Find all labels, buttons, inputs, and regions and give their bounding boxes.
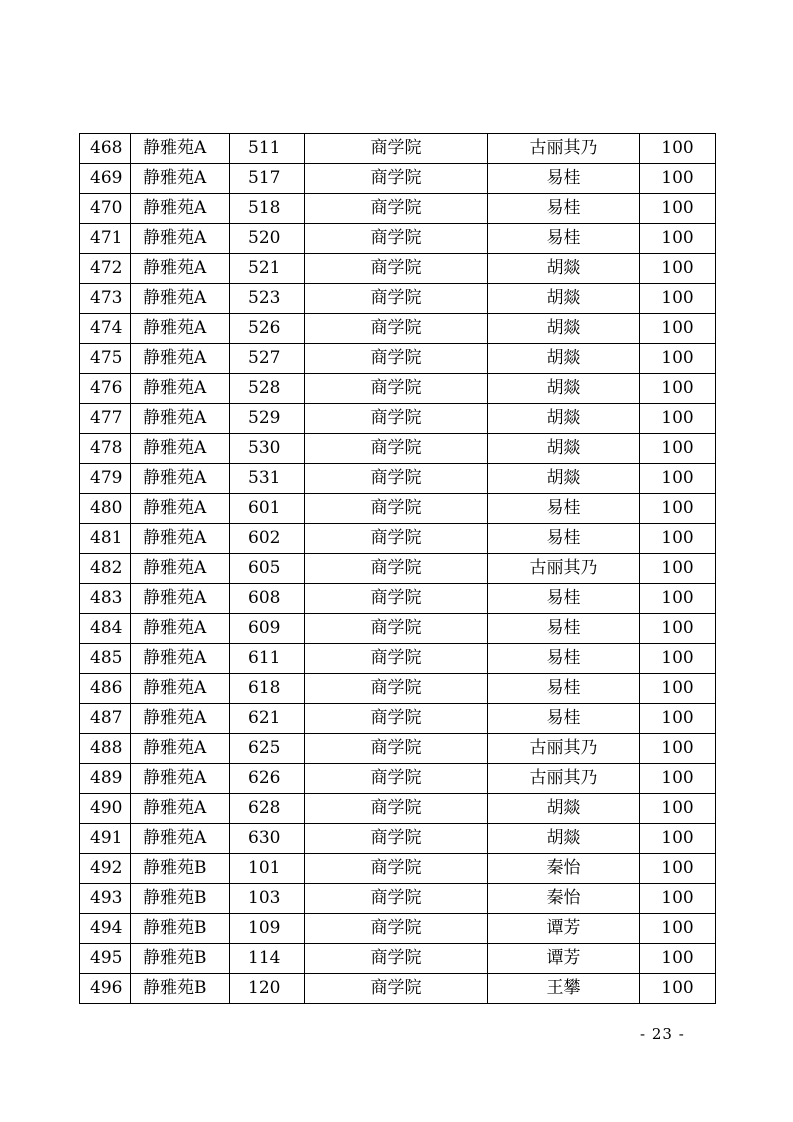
building-cell: 静雅苑A [131, 194, 230, 224]
building-cell: 静雅苑A [131, 554, 230, 584]
room-number-cell: 618 [230, 674, 305, 704]
row-number-cell: 487 [80, 704, 131, 734]
score-cell: 100 [640, 284, 716, 314]
college-cell: 商学院 [305, 194, 488, 224]
room-number-cell: 621 [230, 704, 305, 734]
score-cell: 100 [640, 254, 716, 284]
room-number-cell: 602 [230, 524, 305, 554]
room-number-cell: 521 [230, 254, 305, 284]
table-row [80, 134, 716, 164]
table-row [80, 584, 716, 614]
table-row [80, 494, 716, 524]
building-cell: 静雅苑A [131, 284, 230, 314]
building-cell: 静雅苑A [131, 674, 230, 704]
room-number-cell: 518 [230, 194, 305, 224]
counselor-cell: 胡燚 [488, 344, 640, 374]
building-cell: 静雅苑A [131, 794, 230, 824]
counselor-cell: 秦怡 [488, 854, 640, 884]
row-number-cell: 489 [80, 764, 131, 794]
table-body [80, 134, 716, 1004]
row-number-cell: 492 [80, 854, 131, 884]
building-cell: 静雅苑B [131, 854, 230, 884]
table-row [80, 914, 716, 944]
score-cell: 100 [640, 884, 716, 914]
counselor-cell: 易桂 [488, 164, 640, 194]
table-row [80, 284, 716, 314]
counselor-cell: 胡燚 [488, 404, 640, 434]
building-cell: 静雅苑A [131, 704, 230, 734]
score-cell: 100 [640, 734, 716, 764]
college-cell: 商学院 [305, 794, 488, 824]
score-cell: 100 [640, 824, 716, 854]
counselor-cell: 易桂 [488, 614, 640, 644]
room-number-cell: 628 [230, 794, 305, 824]
table-row [80, 224, 716, 254]
counselor-cell: 易桂 [488, 584, 640, 614]
score-cell: 100 [640, 404, 716, 434]
score-cell: 100 [640, 164, 716, 194]
row-number-cell: 478 [80, 434, 131, 464]
row-number-cell: 471 [80, 224, 131, 254]
room-number-cell: 526 [230, 314, 305, 344]
score-cell: 100 [640, 194, 716, 224]
room-number-cell: 527 [230, 344, 305, 374]
college-cell: 商学院 [305, 134, 488, 164]
counselor-cell: 易桂 [488, 224, 640, 254]
score-cell: 100 [640, 794, 716, 824]
table-row [80, 464, 716, 494]
score-cell: 100 [640, 674, 716, 704]
room-number-cell: 531 [230, 464, 305, 494]
room-number-cell: 114 [230, 944, 305, 974]
counselor-cell: 古丽其乃 [488, 764, 640, 794]
score-cell: 100 [640, 704, 716, 734]
row-number-cell: 494 [80, 914, 131, 944]
score-cell: 100 [640, 524, 716, 554]
score-cell: 100 [640, 854, 716, 884]
score-cell: 100 [640, 764, 716, 794]
table-row [80, 854, 716, 884]
score-cell: 100 [640, 944, 716, 974]
counselor-cell: 谭芳 [488, 944, 640, 974]
college-cell: 商学院 [305, 734, 488, 764]
room-number-cell: 625 [230, 734, 305, 764]
college-cell: 商学院 [305, 914, 488, 944]
counselor-cell: 易桂 [488, 644, 640, 674]
counselor-cell: 易桂 [488, 524, 640, 554]
table-row [80, 734, 716, 764]
score-cell: 100 [640, 614, 716, 644]
college-cell: 商学院 [305, 464, 488, 494]
row-number-cell: 469 [80, 164, 131, 194]
counselor-cell: 胡燚 [488, 794, 640, 824]
room-number-cell: 608 [230, 584, 305, 614]
row-number-cell: 481 [80, 524, 131, 554]
table-row [80, 404, 716, 434]
table-row [80, 194, 716, 224]
table-row [80, 824, 716, 854]
building-cell: 静雅苑A [131, 374, 230, 404]
building-cell: 静雅苑A [131, 314, 230, 344]
college-cell: 商学院 [305, 764, 488, 794]
row-number-cell: 485 [80, 644, 131, 674]
building-cell: 静雅苑A [131, 464, 230, 494]
score-cell: 100 [640, 974, 716, 1004]
building-cell: 静雅苑A [131, 164, 230, 194]
college-cell: 商学院 [305, 344, 488, 374]
building-cell: 静雅苑B [131, 944, 230, 974]
table-row [80, 944, 716, 974]
building-cell: 静雅苑A [131, 344, 230, 374]
row-number-cell: 483 [80, 584, 131, 614]
college-cell: 商学院 [305, 704, 488, 734]
page-number: - 23 - [640, 1025, 685, 1043]
row-number-cell: 491 [80, 824, 131, 854]
college-cell: 商学院 [305, 554, 488, 584]
building-cell: 静雅苑A [131, 644, 230, 674]
table-row [80, 884, 716, 914]
counselor-cell: 胡燚 [488, 824, 640, 854]
counselor-cell: 秦怡 [488, 884, 640, 914]
row-number-cell: 474 [80, 314, 131, 344]
room-number-cell: 529 [230, 404, 305, 434]
building-cell: 静雅苑B [131, 884, 230, 914]
room-number-cell: 530 [230, 434, 305, 464]
table-row [80, 314, 716, 344]
row-number-cell: 473 [80, 284, 131, 314]
table-row [80, 344, 716, 374]
table-row [80, 374, 716, 404]
table-row [80, 254, 716, 284]
room-number-cell: 109 [230, 914, 305, 944]
college-cell: 商学院 [305, 584, 488, 614]
table-row [80, 434, 716, 464]
score-cell: 100 [640, 314, 716, 344]
building-cell: 静雅苑B [131, 914, 230, 944]
row-number-cell: 480 [80, 494, 131, 524]
building-cell: 静雅苑A [131, 734, 230, 764]
table-row [80, 614, 716, 644]
row-number-cell: 482 [80, 554, 131, 584]
building-cell: 静雅苑A [131, 614, 230, 644]
score-cell: 100 [640, 134, 716, 164]
building-cell: 静雅苑A [131, 134, 230, 164]
table-row [80, 554, 716, 584]
table-row [80, 524, 716, 554]
college-cell: 商学院 [305, 404, 488, 434]
room-number-cell: 523 [230, 284, 305, 314]
room-number-cell: 511 [230, 134, 305, 164]
college-cell: 商学院 [305, 614, 488, 644]
college-cell: 商学院 [305, 164, 488, 194]
dormitory-score-table [79, 133, 716, 1004]
college-cell: 商学院 [305, 494, 488, 524]
college-cell: 商学院 [305, 674, 488, 704]
score-cell: 100 [640, 494, 716, 524]
college-cell: 商学院 [305, 284, 488, 314]
score-cell: 100 [640, 644, 716, 674]
score-cell: 100 [640, 464, 716, 494]
building-cell: 静雅苑A [131, 434, 230, 464]
room-number-cell: 611 [230, 644, 305, 674]
row-number-cell: 495 [80, 944, 131, 974]
counselor-cell: 古丽其乃 [488, 734, 640, 764]
room-number-cell: 528 [230, 374, 305, 404]
college-cell: 商学院 [305, 854, 488, 884]
college-cell: 商学院 [305, 644, 488, 674]
counselor-cell: 王攀 [488, 974, 640, 1004]
counselor-cell: 古丽其乃 [488, 554, 640, 584]
room-number-cell: 517 [230, 164, 305, 194]
building-cell: 静雅苑B [131, 974, 230, 1004]
room-number-cell: 601 [230, 494, 305, 524]
college-cell: 商学院 [305, 884, 488, 914]
table-row [80, 164, 716, 194]
college-cell: 商学院 [305, 374, 488, 404]
row-number-cell: 488 [80, 734, 131, 764]
college-cell: 商学院 [305, 524, 488, 554]
row-number-cell: 479 [80, 464, 131, 494]
room-number-cell: 605 [230, 554, 305, 584]
row-number-cell: 468 [80, 134, 131, 164]
room-number-cell: 630 [230, 824, 305, 854]
row-number-cell: 472 [80, 254, 131, 284]
score-cell: 100 [640, 344, 716, 374]
room-number-cell: 103 [230, 884, 305, 914]
score-cell: 100 [640, 374, 716, 404]
counselor-cell: 古丽其乃 [488, 134, 640, 164]
row-number-cell: 475 [80, 344, 131, 374]
counselor-cell: 易桂 [488, 194, 640, 224]
counselor-cell: 易桂 [488, 704, 640, 734]
row-number-cell: 486 [80, 674, 131, 704]
room-number-cell: 101 [230, 854, 305, 884]
row-number-cell: 490 [80, 794, 131, 824]
building-cell: 静雅苑A [131, 764, 230, 794]
college-cell: 商学院 [305, 974, 488, 1004]
row-number-cell: 493 [80, 884, 131, 914]
college-cell: 商学院 [305, 434, 488, 464]
room-number-cell: 609 [230, 614, 305, 644]
table-row [80, 974, 716, 1004]
building-cell: 静雅苑A [131, 254, 230, 284]
college-cell: 商学院 [305, 254, 488, 284]
row-number-cell: 496 [80, 974, 131, 1004]
counselor-cell: 胡燚 [488, 464, 640, 494]
row-number-cell: 470 [80, 194, 131, 224]
room-number-cell: 626 [230, 764, 305, 794]
row-number-cell: 477 [80, 404, 131, 434]
building-cell: 静雅苑A [131, 584, 230, 614]
score-cell: 100 [640, 584, 716, 614]
score-cell: 100 [640, 914, 716, 944]
row-number-cell: 484 [80, 614, 131, 644]
table-row [80, 704, 716, 734]
counselor-cell: 易桂 [488, 674, 640, 704]
row-number-cell: 476 [80, 374, 131, 404]
score-cell: 100 [640, 224, 716, 254]
table-row [80, 674, 716, 704]
counselor-cell: 胡燚 [488, 374, 640, 404]
room-number-cell: 120 [230, 974, 305, 1004]
counselor-cell: 胡燚 [488, 254, 640, 284]
college-cell: 商学院 [305, 944, 488, 974]
building-cell: 静雅苑A [131, 824, 230, 854]
college-cell: 商学院 [305, 824, 488, 854]
building-cell: 静雅苑A [131, 524, 230, 554]
counselor-cell: 胡燚 [488, 434, 640, 464]
table-row [80, 764, 716, 794]
room-number-cell: 520 [230, 224, 305, 254]
building-cell: 静雅苑A [131, 404, 230, 434]
table-row [80, 794, 716, 824]
college-cell: 商学院 [305, 224, 488, 254]
table-row [80, 644, 716, 674]
counselor-cell: 谭芳 [488, 914, 640, 944]
score-cell: 100 [640, 434, 716, 464]
building-cell: 静雅苑A [131, 494, 230, 524]
counselor-cell: 胡燚 [488, 314, 640, 344]
score-cell: 100 [640, 554, 716, 584]
counselor-cell: 胡燚 [488, 284, 640, 314]
building-cell: 静雅苑A [131, 224, 230, 254]
counselor-cell: 易桂 [488, 494, 640, 524]
college-cell: 商学院 [305, 314, 488, 344]
